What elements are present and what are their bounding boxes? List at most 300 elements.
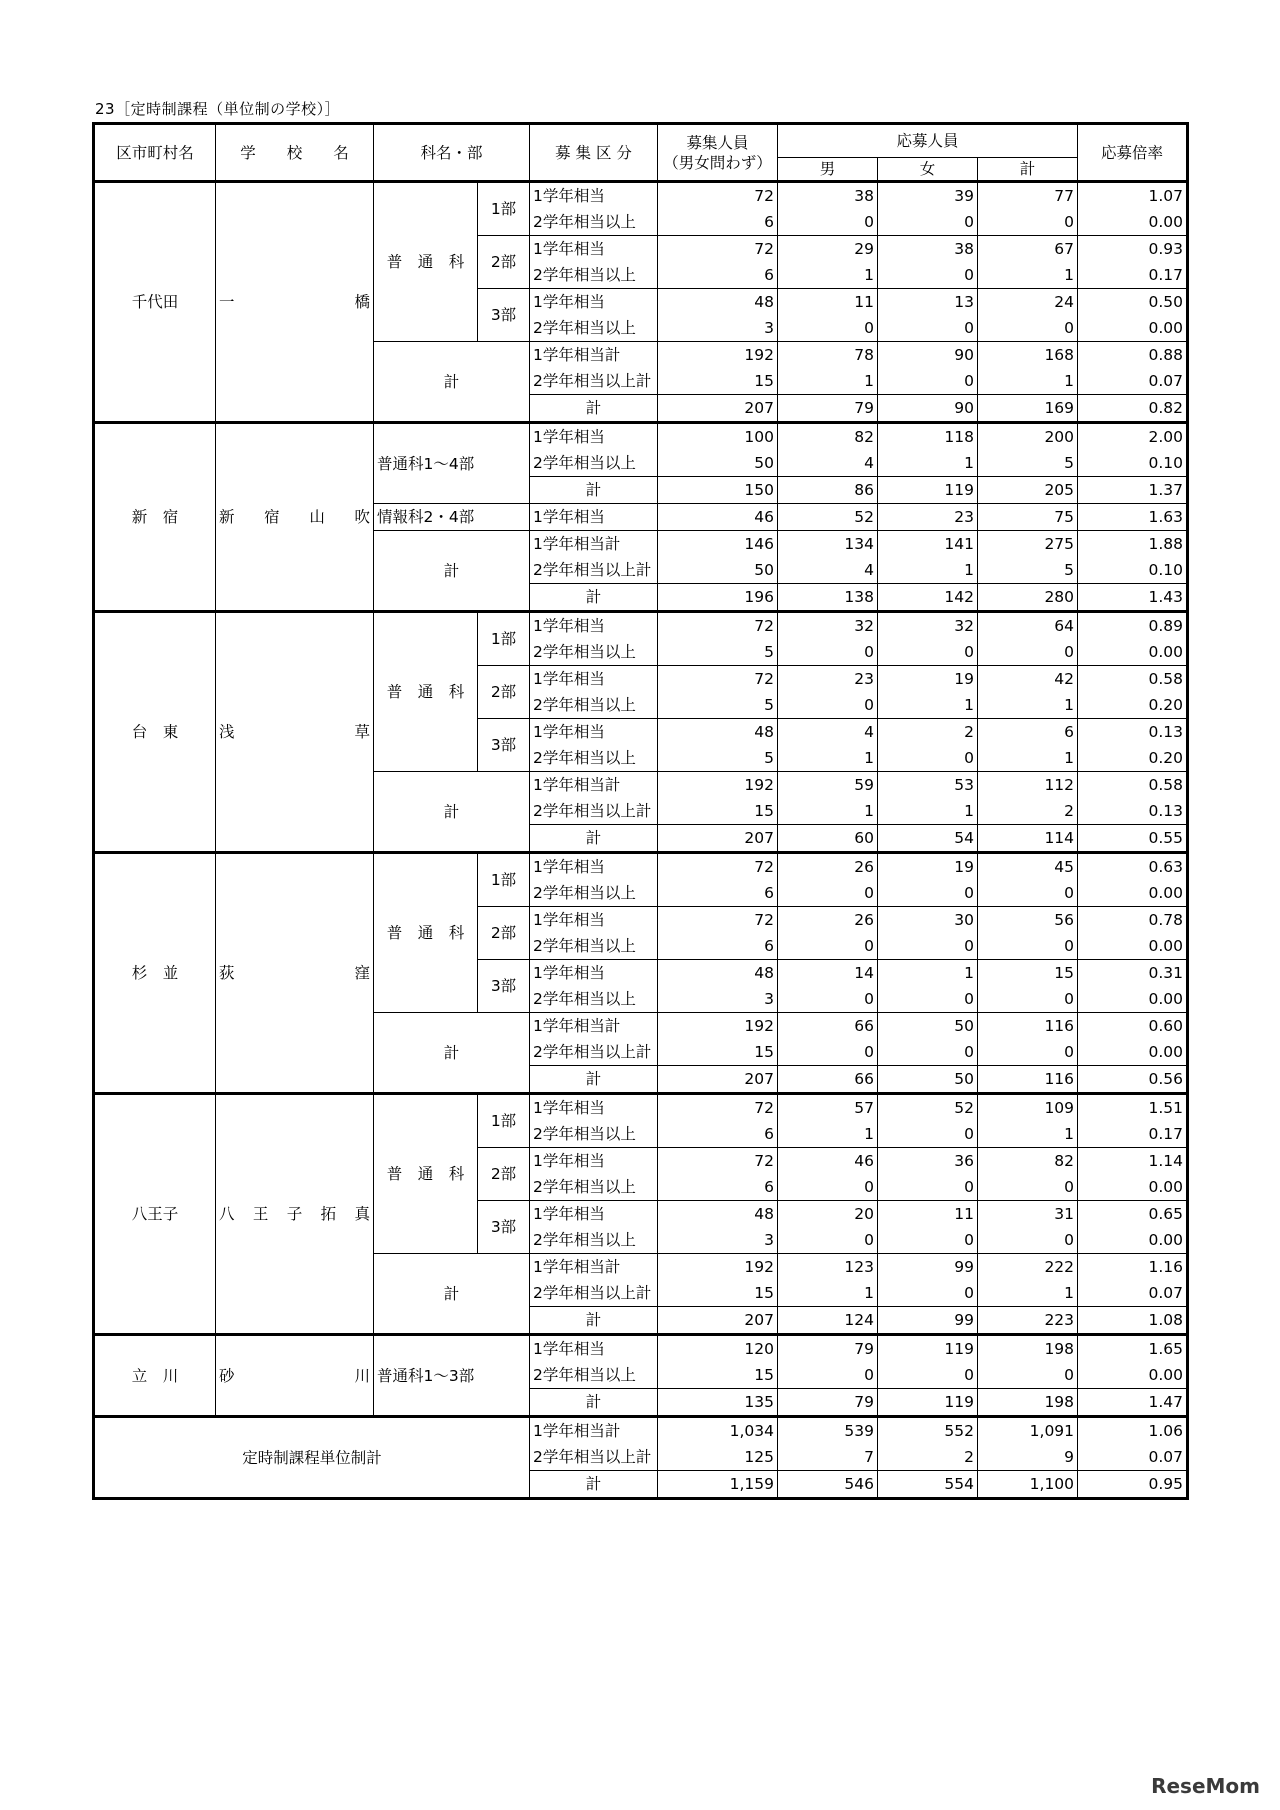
male-cell: 60 [778, 825, 878, 853]
school-name-char: 子 [286, 1205, 303, 1223]
total-cell: 1 [978, 745, 1078, 772]
capacity-cell: 6 [658, 262, 778, 289]
male-cell: 0 [778, 880, 878, 907]
male-cell: 0 [778, 986, 878, 1013]
category-cell: 計 [530, 395, 658, 423]
header-total: 計 [978, 158, 1078, 182]
total-cell: 114 [978, 825, 1078, 853]
grand-total-label: 定時制課程単位制計 [94, 1417, 530, 1499]
male-cell: 134 [778, 531, 878, 558]
male-cell: 1 [778, 368, 878, 395]
male-cell: 0 [778, 1362, 878, 1389]
total-cell: 112 [978, 772, 1078, 799]
ratio-cell: 0.50 [1078, 289, 1188, 316]
category-cell: 1学年相当 [530, 719, 658, 746]
female-cell: 119 [878, 477, 978, 504]
header-dept: 科名・部 [374, 124, 530, 182]
female-cell: 38 [878, 236, 978, 263]
district-name: 立 川 [94, 1335, 216, 1417]
ratio-cell: 0.88 [1078, 342, 1188, 369]
school-name-char: 荻 [219, 964, 235, 982]
category-cell: 2学年相当以上 [530, 933, 658, 960]
male-cell: 26 [778, 907, 878, 934]
ratio-cell: 0.93 [1078, 236, 1188, 263]
ratio-cell: 0.20 [1078, 692, 1188, 719]
category-cell: 2学年相当以上 [530, 745, 658, 772]
total-cell: 198 [978, 1389, 1078, 1417]
total-cell: 0 [978, 1039, 1078, 1066]
total-cell: 0 [978, 1362, 1078, 1389]
category-cell: 2学年相当以上 [530, 1362, 658, 1389]
part-label: 2部 [478, 907, 530, 960]
male-cell: 546 [778, 1471, 878, 1499]
category-cell: 計 [530, 825, 658, 853]
female-cell: 50 [878, 1013, 978, 1040]
female-cell: 0 [878, 745, 978, 772]
school-name-chars [219, 960, 370, 986]
ratio-cell: 0.00 [1078, 1174, 1188, 1201]
category-cell: 計 [530, 584, 658, 612]
capacity-cell: 207 [658, 825, 778, 853]
total-cell: 168 [978, 342, 1078, 369]
capacity-cell: 5 [658, 745, 778, 772]
female-cell: 99 [878, 1307, 978, 1335]
school-name-char: 川 [354, 1366, 370, 1385]
ratio-cell: 1.16 [1078, 1254, 1188, 1281]
category-cell: 1学年相当 [530, 666, 658, 693]
total-cell: 31 [978, 1201, 1078, 1228]
capacity-cell: 15 [658, 1362, 778, 1389]
female-cell: 32 [878, 612, 978, 640]
ratio-cell: 0.55 [1078, 825, 1188, 853]
male-cell: 0 [778, 1174, 878, 1201]
category-cell: 計 [530, 1066, 658, 1094]
female-cell: 39 [878, 182, 978, 210]
male-cell: 7 [778, 1444, 878, 1471]
school-name-chars [219, 289, 370, 315]
capacity-cell: 6 [658, 933, 778, 960]
ratio-cell: 1.14 [1078, 1148, 1188, 1175]
total-cell: 109 [978, 1094, 1078, 1122]
category-cell: 2学年相当以上 [530, 450, 658, 477]
ratio-cell: 0.00 [1078, 986, 1188, 1013]
category-cell: 2学年相当以上 [530, 209, 658, 236]
female-cell: 23 [878, 504, 978, 531]
female-cell: 0 [878, 639, 978, 666]
school-name-chars [219, 1201, 370, 1227]
capacity-cell: 72 [658, 236, 778, 263]
district-name: 台 東 [94, 612, 216, 853]
male-cell: 0 [778, 1227, 878, 1254]
ratio-cell: 0.00 [1078, 315, 1188, 342]
category-cell: 2学年相当以上計 [530, 557, 658, 584]
school-name [216, 423, 374, 612]
district-name: 杉 並 [94, 853, 216, 1094]
female-cell: 2 [878, 1444, 978, 1471]
capacity-cell: 6 [658, 880, 778, 907]
category-cell: 1学年相当計 [530, 772, 658, 799]
school-name-char: 一 [219, 293, 235, 311]
category-cell: 2学年相当以上 [530, 880, 658, 907]
ratio-cell: 0.56 [1078, 1066, 1188, 1094]
ratio-cell: 0.58 [1078, 666, 1188, 693]
male-cell: 29 [778, 236, 878, 263]
total-cell: 6 [978, 719, 1078, 746]
part-label: 1部 [478, 612, 530, 666]
ratio-cell: 1.88 [1078, 531, 1188, 558]
school-name-char: 八 [219, 1205, 235, 1223]
part-label: 3部 [478, 289, 530, 342]
total-cell: 15 [978, 960, 1078, 987]
capacity-cell: 125 [658, 1444, 778, 1471]
female-cell: 0 [878, 368, 978, 395]
capacity-cell: 15 [658, 1039, 778, 1066]
female-cell: 0 [878, 880, 978, 907]
total-cell: 280 [978, 584, 1078, 612]
male-cell: 14 [778, 960, 878, 987]
category-cell: 1学年相当 [530, 289, 658, 316]
category-cell: 計 [530, 1307, 658, 1335]
ratio-cell: 0.07 [1078, 1280, 1188, 1307]
capacity-cell: 15 [658, 1280, 778, 1307]
male-cell: 1 [778, 798, 878, 825]
male-cell: 1 [778, 1280, 878, 1307]
male-cell: 86 [778, 477, 878, 504]
header-district: 区市町村名 [94, 124, 216, 182]
male-cell: 0 [778, 639, 878, 666]
female-cell: 52 [878, 1094, 978, 1122]
capacity-cell: 3 [658, 1227, 778, 1254]
dept-name: 普 通 科 [374, 182, 478, 342]
ratio-cell: 0.07 [1078, 1444, 1188, 1471]
ratio-cell: 1.65 [1078, 1335, 1188, 1363]
female-cell: 54 [878, 825, 978, 853]
total-cell: 0 [978, 986, 1078, 1013]
female-cell: 99 [878, 1254, 978, 1281]
page-caption: 23［定時制課程（単位制の学校）］ [95, 100, 341, 118]
female-cell: 552 [878, 1417, 978, 1445]
male-cell: 82 [778, 423, 878, 451]
male-cell: 66 [778, 1013, 878, 1040]
capacity-cell: 207 [658, 1307, 778, 1335]
total-cell: 1 [978, 1280, 1078, 1307]
capacity-cell: 192 [658, 772, 778, 799]
table-row [94, 1335, 1188, 1363]
grand-total-row [94, 1417, 1188, 1445]
total-cell: 5 [978, 450, 1078, 477]
total-cell: 223 [978, 1307, 1078, 1335]
female-cell: 19 [878, 853, 978, 881]
category-cell: 1学年相当計 [530, 1254, 658, 1281]
subtotal-label: 計 [374, 342, 530, 423]
part-label: 2部 [478, 1148, 530, 1201]
total-cell: 64 [978, 612, 1078, 640]
category-cell: 2学年相当以上 [530, 639, 658, 666]
school-name-char: 真 [354, 1205, 370, 1223]
total-cell: 1,100 [978, 1471, 1078, 1499]
header-applicants: 応募人員 [778, 124, 1078, 158]
ratio-cell: 1.51 [1078, 1094, 1188, 1122]
male-cell: 79 [778, 1389, 878, 1417]
total-cell: 169 [978, 395, 1078, 423]
table-row [94, 853, 1188, 881]
capacity-cell: 100 [658, 423, 778, 451]
category-cell: 2学年相当以上計 [530, 1444, 658, 1471]
ratio-cell: 0.20 [1078, 745, 1188, 772]
ratio-cell: 0.63 [1078, 853, 1188, 881]
male-cell: 20 [778, 1201, 878, 1228]
male-cell: 38 [778, 182, 878, 210]
male-cell: 52 [778, 504, 878, 531]
category-cell: 1学年相当 [530, 853, 658, 881]
total-cell: 82 [978, 1148, 1078, 1175]
capacity-cell: 15 [658, 798, 778, 825]
capacity-cell: 5 [658, 692, 778, 719]
table-row [94, 1094, 1188, 1122]
female-cell: 30 [878, 907, 978, 934]
category-cell: 2学年相当以上 [530, 315, 658, 342]
total-cell: 0 [978, 1174, 1078, 1201]
male-cell: 46 [778, 1148, 878, 1175]
part-label: 1部 [478, 1094, 530, 1148]
female-cell: 1 [878, 450, 978, 477]
female-cell: 0 [878, 1121, 978, 1148]
female-cell: 142 [878, 584, 978, 612]
total-cell: 1,091 [978, 1417, 1078, 1445]
total-cell: 222 [978, 1254, 1078, 1281]
female-cell: 50 [878, 1066, 978, 1094]
capacity-cell: 3 [658, 986, 778, 1013]
school-name [216, 853, 374, 1094]
total-cell: 5 [978, 557, 1078, 584]
category-cell: 2学年相当以上 [530, 262, 658, 289]
subtotal-label: 計 [374, 772, 530, 853]
header-capacity-line2: （男女問わず） [663, 153, 772, 172]
ratio-cell: 0.78 [1078, 907, 1188, 934]
category-cell: 1学年相当 [530, 1335, 658, 1363]
resemom-logo: ReseMom [1151, 1774, 1260, 1798]
male-cell: 4 [778, 557, 878, 584]
female-cell: 1 [878, 692, 978, 719]
capacity-cell: 146 [658, 531, 778, 558]
capacity-cell: 48 [658, 289, 778, 316]
ratio-cell: 0.58 [1078, 772, 1188, 799]
female-cell: 53 [878, 772, 978, 799]
category-cell: 2学年相当以上 [530, 1121, 658, 1148]
category-cell: 1学年相当計 [530, 342, 658, 369]
capacity-cell: 15 [658, 368, 778, 395]
school-name [216, 1335, 374, 1417]
total-cell: 0 [978, 639, 1078, 666]
male-cell: 123 [778, 1254, 878, 1281]
category-cell: 1学年相当 [530, 1094, 658, 1122]
category-cell: 計 [530, 1389, 658, 1417]
ratio-cell: 1.06 [1078, 1417, 1188, 1445]
part-label: 2部 [478, 236, 530, 289]
ratio-cell: 0.10 [1078, 557, 1188, 584]
female-cell: 13 [878, 289, 978, 316]
capacity-cell: 72 [658, 612, 778, 640]
capacity-cell: 192 [658, 342, 778, 369]
total-cell: 1 [978, 1121, 1078, 1148]
capacity-cell: 6 [658, 1174, 778, 1201]
ratio-cell: 0.00 [1078, 1227, 1188, 1254]
male-cell: 59 [778, 772, 878, 799]
school-name-char: 山 [309, 508, 325, 526]
category-cell: 1学年相当計 [530, 531, 658, 558]
category-cell: 2学年相当以上計 [530, 368, 658, 395]
capacity-cell: 120 [658, 1335, 778, 1363]
capacity-cell: 72 [658, 182, 778, 210]
total-cell: 0 [978, 315, 1078, 342]
dept-name: 普 通 科 [374, 853, 478, 1013]
category-cell: 2学年相当以上 [530, 1174, 658, 1201]
female-cell: 19 [878, 666, 978, 693]
capacity-cell: 72 [658, 907, 778, 934]
female-cell: 90 [878, 342, 978, 369]
ratio-cell: 0.00 [1078, 933, 1188, 960]
category-cell: 1学年相当 [530, 960, 658, 987]
school-name-char: 草 [354, 723, 370, 741]
header-capacity-line1: 募集人員 [686, 133, 749, 152]
ratio-cell: 0.17 [1078, 262, 1188, 289]
subtotal-label: 計 [374, 1013, 530, 1094]
capacity-cell: 6 [658, 1121, 778, 1148]
part-label: 3部 [478, 719, 530, 772]
table-row [94, 612, 1188, 640]
male-cell: 0 [778, 933, 878, 960]
dept-name: 普通科1～3部 [374, 1335, 530, 1417]
female-cell: 0 [878, 315, 978, 342]
capacity-cell: 48 [658, 960, 778, 987]
total-cell: 42 [978, 666, 1078, 693]
school-name-char: 新 [219, 508, 235, 526]
capacity-cell: 72 [658, 1148, 778, 1175]
capacity-cell: 192 [658, 1254, 778, 1281]
male-cell: 1 [778, 745, 878, 772]
male-cell: 0 [778, 1039, 878, 1066]
female-cell: 0 [878, 209, 978, 236]
capacity-cell: 6 [658, 209, 778, 236]
ratio-cell: 0.31 [1078, 960, 1188, 987]
header-capacity [658, 124, 778, 182]
category-cell: 1学年相当計 [530, 1417, 658, 1445]
ratio-cell: 1.08 [1078, 1307, 1188, 1335]
male-cell: 1 [778, 1121, 878, 1148]
category-cell: 計 [530, 1471, 658, 1499]
school-name-char: 宿 [264, 508, 280, 526]
male-cell: 79 [778, 1335, 878, 1363]
ratio-cell: 1.07 [1078, 182, 1188, 210]
female-cell: 0 [878, 1280, 978, 1307]
total-cell: 2 [978, 798, 1078, 825]
capacity-cell: 72 [658, 1094, 778, 1122]
ratio-cell: 0.00 [1078, 209, 1188, 236]
header-category: 募 集 区 分 [530, 124, 658, 182]
school-name-char: 拓 [320, 1205, 337, 1223]
dept-name: 情報科2・4部 [374, 504, 530, 531]
total-cell: 56 [978, 907, 1078, 934]
category-cell: 1学年相当 [530, 612, 658, 640]
dept-name: 普 通 科 [374, 612, 478, 772]
header-male: 男 [778, 158, 878, 182]
total-cell: 116 [978, 1013, 1078, 1040]
school-name-char: 橋 [354, 293, 370, 311]
total-cell: 1 [978, 368, 1078, 395]
female-cell: 1 [878, 798, 978, 825]
school-name-char: 浅 [219, 723, 235, 741]
female-cell: 0 [878, 1174, 978, 1201]
total-cell: 77 [978, 182, 1078, 210]
male-cell: 57 [778, 1094, 878, 1122]
category-cell: 計 [530, 477, 658, 504]
ratio-cell: 0.00 [1078, 1362, 1188, 1389]
category-cell: 1学年相当 [530, 423, 658, 451]
school-name-chars [219, 504, 370, 530]
ratio-cell: 0.60 [1078, 1013, 1188, 1040]
total-cell: 9 [978, 1444, 1078, 1471]
capacity-cell: 192 [658, 1013, 778, 1040]
part-label: 3部 [478, 960, 530, 1013]
total-cell: 0 [978, 209, 1078, 236]
total-cell: 116 [978, 1066, 1078, 1094]
dept-name: 普 通 科 [374, 1094, 478, 1254]
capacity-cell: 72 [658, 666, 778, 693]
subtotal-label: 計 [374, 1254, 530, 1335]
female-cell: 1 [878, 557, 978, 584]
total-cell: 45 [978, 853, 1078, 881]
ratio-cell: 1.63 [1078, 504, 1188, 531]
dept-name: 普通科1～4部 [374, 423, 530, 504]
category-cell: 2学年相当以上計 [530, 1280, 658, 1307]
part-label: 2部 [478, 666, 530, 719]
ratio-cell: 1.47 [1078, 1389, 1188, 1417]
female-cell: 36 [878, 1148, 978, 1175]
category-cell: 2学年相当以上 [530, 1227, 658, 1254]
category-cell: 1学年相当 [530, 236, 658, 263]
total-cell: 275 [978, 531, 1078, 558]
category-cell: 1学年相当 [530, 1148, 658, 1175]
capacity-cell: 48 [658, 1201, 778, 1228]
total-cell: 24 [978, 289, 1078, 316]
ratio-cell: 0.13 [1078, 719, 1188, 746]
total-cell: 198 [978, 1335, 1078, 1363]
subtotal-label: 計 [374, 531, 530, 612]
ratio-cell: 0.89 [1078, 612, 1188, 640]
capacity-cell: 196 [658, 584, 778, 612]
capacity-cell: 150 [658, 477, 778, 504]
female-cell: 0 [878, 1362, 978, 1389]
capacity-cell: 50 [658, 450, 778, 477]
header-school: 学 校 名 [216, 124, 374, 182]
capacity-cell: 135 [658, 1389, 778, 1417]
female-cell: 1 [878, 960, 978, 987]
capacity-cell: 1,034 [658, 1417, 778, 1445]
male-cell: 11 [778, 289, 878, 316]
female-cell: 11 [878, 1201, 978, 1228]
category-cell: 1学年相当 [530, 504, 658, 531]
male-cell: 0 [778, 692, 878, 719]
female-cell: 119 [878, 1389, 978, 1417]
male-cell: 79 [778, 395, 878, 423]
female-cell: 0 [878, 986, 978, 1013]
female-cell: 0 [878, 1227, 978, 1254]
capacity-cell: 48 [658, 719, 778, 746]
part-label: 3部 [478, 1201, 530, 1254]
capacity-cell: 46 [658, 504, 778, 531]
school-name [216, 182, 374, 423]
total-cell: 200 [978, 423, 1078, 451]
